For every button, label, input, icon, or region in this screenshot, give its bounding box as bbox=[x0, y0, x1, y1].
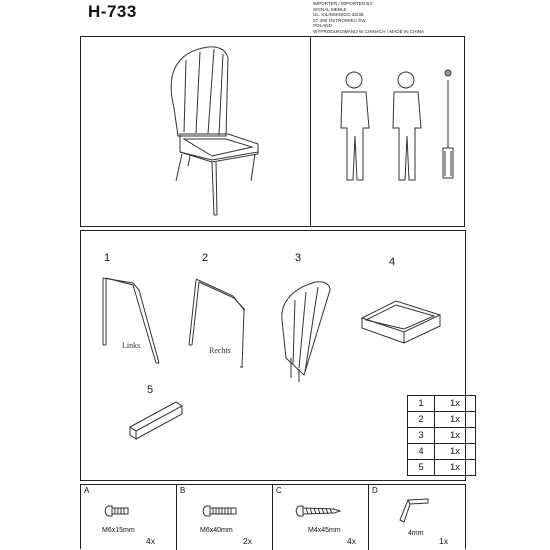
table-cell-qty: 1x bbox=[435, 428, 476, 444]
table-cell-qty: 1x bbox=[435, 396, 476, 412]
table-cell-qty: 1x bbox=[435, 460, 476, 476]
importer-line: WYPRODUKOWANO W CHINACH / MADE IN CHINA bbox=[313, 28, 425, 34]
hardware-qty: 4x bbox=[347, 536, 356, 546]
hardware-qty: 1x bbox=[439, 536, 448, 546]
importer-line: IMPORTER / IMPORTED BY: bbox=[313, 1, 374, 6]
importer-line: SIGNAL MEBLE bbox=[313, 6, 347, 12]
model-code: H-733 bbox=[88, 2, 137, 21]
table-cell-part: 5 bbox=[408, 460, 435, 476]
hardware-letter: B bbox=[180, 486, 186, 495]
hardware-qty: 2x bbox=[243, 536, 252, 546]
table-cell-qty: 1x bbox=[435, 412, 476, 428]
hardware-name: M6x40mm bbox=[200, 527, 233, 534]
importer-line: UL. KILIŃSKIEGO 32/36 bbox=[313, 12, 364, 18]
importer-line: 27-400 OSTROWIEC ŚW. bbox=[313, 17, 367, 23]
hardware-qty: 4x bbox=[146, 536, 155, 546]
hardware-name: M4x45mm bbox=[308, 527, 341, 534]
hardware-name: 4mm bbox=[408, 530, 424, 537]
table-cell-part: 4 bbox=[408, 444, 435, 460]
part-number: 2 bbox=[202, 252, 209, 264]
part-number: 5 bbox=[147, 384, 154, 396]
table-cell-part: 3 bbox=[408, 428, 435, 444]
part-number: 1 bbox=[104, 252, 111, 264]
part-label: Links bbox=[122, 341, 141, 350]
part-number: 4 bbox=[389, 256, 396, 268]
importer-line: POLAND bbox=[313, 23, 332, 29]
hardware-name: M6x15mm bbox=[102, 527, 135, 534]
table-cell-part: 2 bbox=[408, 412, 435, 428]
hardware-letter: A bbox=[84, 486, 90, 495]
table-cell-qty: 1x bbox=[435, 444, 476, 460]
part-number: 3 bbox=[295, 252, 302, 264]
part-label: Rechts bbox=[209, 346, 231, 355]
table-cell-part: 1 bbox=[408, 396, 435, 412]
hardware-letter: C bbox=[276, 486, 282, 495]
hardware-letter: D bbox=[372, 486, 378, 495]
